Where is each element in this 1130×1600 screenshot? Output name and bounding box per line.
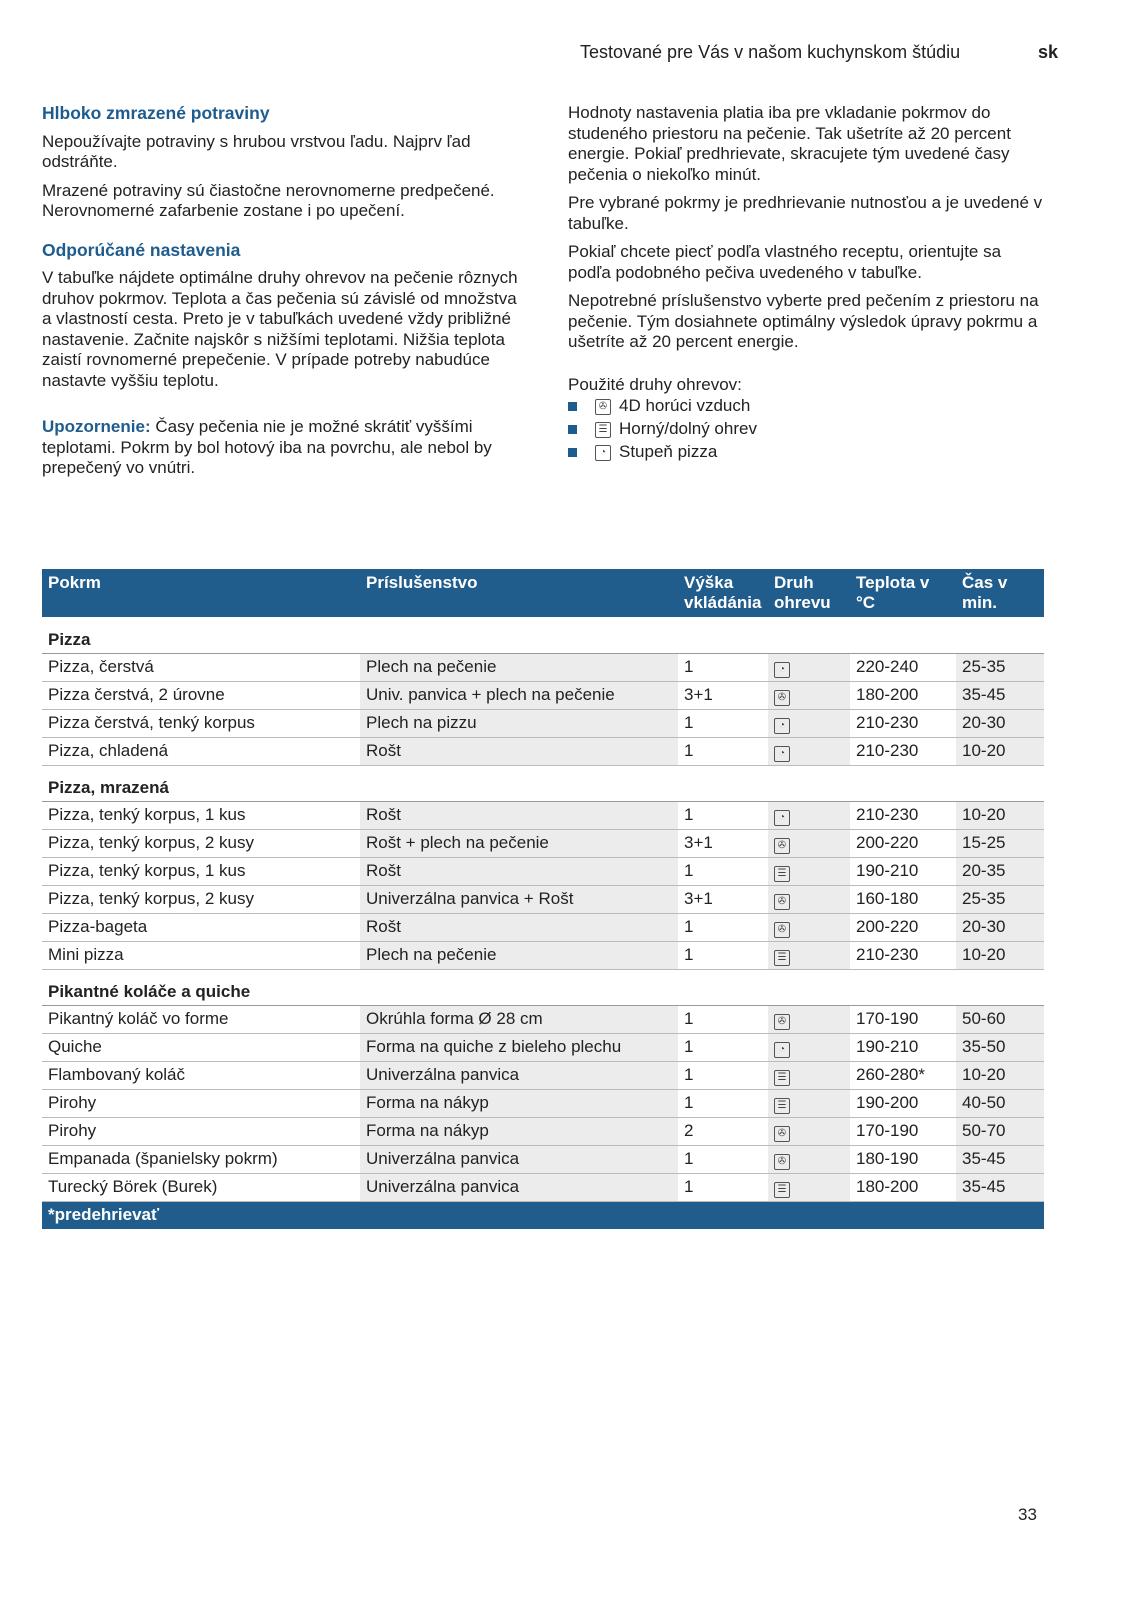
time-cell: 40-50 xyxy=(956,1089,1044,1117)
right-column xyxy=(568,103,1048,464)
dish-cell: Pizza, chladená xyxy=(42,737,360,765)
heating-cell xyxy=(768,941,850,969)
table-row xyxy=(42,913,1044,941)
accessory-cell: Rošt xyxy=(360,801,678,829)
heating-cell xyxy=(768,1061,850,1089)
temperature-cell: 180-200 xyxy=(850,1173,956,1201)
table-row xyxy=(42,1173,1044,1201)
heating-cell xyxy=(768,681,850,709)
time-cell: 20-35 xyxy=(956,857,1044,885)
temperature-cell: 200-220 xyxy=(850,913,956,941)
table-row xyxy=(42,709,1044,737)
warning-note xyxy=(42,417,522,479)
temperature-cell: 160-180 xyxy=(850,885,956,913)
page-number: 33 xyxy=(1018,1505,1037,1524)
level-cell: 1 xyxy=(678,653,768,681)
top-bottom-heat-icon: ☰ xyxy=(774,866,790,882)
temperature-cell: 190-210 xyxy=(850,1033,956,1061)
level-cell: 1 xyxy=(678,857,768,885)
fan-4d-icon: ✇ xyxy=(774,922,790,938)
heating-cell xyxy=(768,885,850,913)
heating-cell xyxy=(768,829,850,857)
dish-cell: Empanada (španielsky pokrm) xyxy=(42,1145,360,1173)
level-cell: 1 xyxy=(678,913,768,941)
table-row xyxy=(42,1005,1044,1033)
time-cell: 10-20 xyxy=(956,1061,1044,1089)
time-cell: 10-20 xyxy=(956,737,1044,765)
baking-table xyxy=(42,569,1044,1229)
time-cell: 35-45 xyxy=(956,1173,1044,1201)
paragraph: Pokiaľ chcete piecť podľa vlastného receptu, orientujte sa podľa podobného pečiva uvedeného v tabuľke. xyxy=(568,242,1002,282)
column-header: Pokrm xyxy=(42,569,360,617)
level-cell: 3+1 xyxy=(678,885,768,913)
section-row xyxy=(42,969,1044,1005)
footnote-row xyxy=(42,1201,1044,1229)
section-title: Pizza xyxy=(42,617,1044,653)
level-cell: 1 xyxy=(678,1033,768,1061)
accessory-cell: Rošt xyxy=(360,737,678,765)
temperature-cell: 190-200 xyxy=(850,1089,956,1117)
heating-cell xyxy=(768,653,850,681)
heating-cell xyxy=(768,857,850,885)
temperature-cell: 190-210 xyxy=(850,857,956,885)
dish-cell: Pizza-bageta xyxy=(42,913,360,941)
pizza-setting-icon: ◔ xyxy=(774,746,790,762)
time-cell: 35-50 xyxy=(956,1033,1044,1061)
heating-cell xyxy=(768,709,850,737)
pizza-setting-icon: ◔ xyxy=(774,718,790,734)
legend-title: Použité druhy ohrevov: xyxy=(568,374,742,394)
legend-item xyxy=(568,441,1048,464)
dish-cell: Pirohy xyxy=(42,1089,360,1117)
pizza-setting-icon: ◔ xyxy=(595,445,611,461)
level-cell: 1 xyxy=(678,737,768,765)
level-cell: 1 xyxy=(678,1173,768,1201)
accessory-cell: Rošt + plech na pečenie xyxy=(360,829,678,857)
level-cell: 1 xyxy=(678,1089,768,1117)
heading-recommended-settings: Odporúčané nastavenia xyxy=(42,239,241,260)
temperature-cell: 220-240 xyxy=(850,653,956,681)
dish-cell: Mini pizza xyxy=(42,941,360,969)
table-row xyxy=(42,1145,1044,1173)
dish-cell: Pizza čerstvá, tenký korpus xyxy=(42,709,360,737)
legend-label: Horný/dolný ohrev xyxy=(619,419,757,439)
paragraph: Pre vybrané pokrmy je predhrievanie nutnosťou a je uvedené v tabuľke. xyxy=(568,193,1043,233)
legend-item xyxy=(568,395,1048,418)
legend-label: Stupeň pizza xyxy=(619,442,718,462)
running-header: Testované pre Vás v našom kuchynskom štúdiu xyxy=(580,42,961,62)
section-row xyxy=(42,617,1044,653)
accessory-cell: Rošt xyxy=(360,913,678,941)
fan-4d-icon: ✇ xyxy=(774,1154,790,1170)
temperature-cell: 180-190 xyxy=(850,1145,956,1173)
level-cell: 1 xyxy=(678,1145,768,1173)
top-bottom-heat-icon: ☰ xyxy=(774,1182,790,1198)
warning-text: Časy pečenia nie je možné skrátiť vyššími teplotami. Pokrm by bol hotový iba na povrchu, ale nebol by prepečený vo vnútri. xyxy=(42,417,492,477)
level-cell: 1 xyxy=(678,941,768,969)
time-cell: 15-25 xyxy=(956,829,1044,857)
accessory-cell: Forma na nákyp xyxy=(360,1089,678,1117)
dish-cell: Pizza, tenký korpus, 2 kusy xyxy=(42,885,360,913)
pizza-setting-icon: ◔ xyxy=(774,810,790,826)
table-header-row xyxy=(42,569,1044,617)
temperature-cell: 260-280* xyxy=(850,1061,956,1089)
section-title: Pikantné koláče a quiche xyxy=(42,969,1044,1005)
fan-4d-icon: ✇ xyxy=(774,1126,790,1142)
language-code: sk xyxy=(1038,42,1059,62)
heating-cell xyxy=(768,737,850,765)
temperature-cell: 210-230 xyxy=(850,801,956,829)
dish-cell: Flambovaný koláč xyxy=(42,1061,360,1089)
level-cell: 3+1 xyxy=(678,681,768,709)
table-row xyxy=(42,1089,1044,1117)
pizza-setting-icon: ◔ xyxy=(774,1042,790,1058)
top-bottom-heat-icon: ☰ xyxy=(774,1098,790,1114)
time-cell: 20-30 xyxy=(956,709,1044,737)
bullet-icon xyxy=(568,425,577,434)
top-bottom-heat-icon: ☰ xyxy=(774,1070,790,1086)
heading-frozen-food: Hlboko zmrazené potraviny xyxy=(42,103,270,123)
time-cell: 25-35 xyxy=(956,885,1044,913)
paragraph: Nepotrebné príslušenstvo vyberte pred pečením z priestoru na pečenie. Tým dosiahnete optimálny výsledok úpravy pokrmu a ušetríte až 20 percent energie. xyxy=(568,291,1039,351)
paragraph: Nepoužívajte potraviny s hrubou vrstvou ľadu. Najprv ľad odstráňte. xyxy=(42,131,471,171)
column-header: Príslušenstvo xyxy=(360,569,678,617)
bullet-icon xyxy=(568,448,577,457)
level-cell: 1 xyxy=(678,1061,768,1089)
fan-4d-icon: ✇ xyxy=(774,1014,790,1030)
accessory-cell: Plech na pečenie xyxy=(360,941,678,969)
heating-legend xyxy=(568,395,1048,464)
heating-cell xyxy=(768,1005,850,1033)
legend-item xyxy=(568,418,1048,441)
dish-cell: Turecký Börek (Burek) xyxy=(42,1173,360,1201)
table-row xyxy=(42,941,1044,969)
column-header: Výška vkládánia xyxy=(678,569,768,617)
accessory-cell: Rošt xyxy=(360,857,678,885)
temperature-cell: 210-230 xyxy=(850,941,956,969)
temperature-cell: 210-230 xyxy=(850,709,956,737)
column-header: Teplota v °C xyxy=(850,569,956,617)
table-row xyxy=(42,653,1044,681)
table-row xyxy=(42,737,1044,765)
table-row xyxy=(42,1117,1044,1145)
dish-cell: Pizza, tenký korpus, 1 kus xyxy=(42,801,360,829)
level-cell: 1 xyxy=(678,709,768,737)
dish-cell: Pizza, tenký korpus, 1 kus xyxy=(42,857,360,885)
fan-4d-icon: ✇ xyxy=(595,399,611,415)
footnote: *predehrievať xyxy=(42,1201,1044,1229)
table-row xyxy=(42,885,1044,913)
heating-cell xyxy=(768,913,850,941)
heating-cell xyxy=(768,1033,850,1061)
warning-label: Upozornenie: xyxy=(42,417,151,436)
column-header: Čas v min. xyxy=(956,569,1044,617)
time-cell: 50-60 xyxy=(956,1005,1044,1033)
temperature-cell: 180-200 xyxy=(850,681,956,709)
accessory-cell: Okrúhla forma Ø 28 cm xyxy=(360,1005,678,1033)
table-row xyxy=(42,801,1044,829)
accessory-cell: Univerzálna panvica + Rošt xyxy=(360,885,678,913)
legend-label: 4D horúci vzduch xyxy=(619,396,751,416)
time-cell: 20-30 xyxy=(956,913,1044,941)
level-cell: 2 xyxy=(678,1117,768,1145)
fan-4d-icon: ✇ xyxy=(774,690,790,706)
table-row xyxy=(42,1033,1044,1061)
level-cell: 1 xyxy=(678,801,768,829)
accessory-cell: Univerzálna panvica xyxy=(360,1173,678,1201)
level-cell: 3+1 xyxy=(678,829,768,857)
accessory-cell: Univerzálna panvica xyxy=(360,1145,678,1173)
paragraph: Mrazené potraviny sú čiastočne nerovnomerne predpečené. Nerovnomerné zafarbenie zostane i po upečení. xyxy=(42,180,495,220)
left-column xyxy=(42,103,522,487)
table-row xyxy=(42,1061,1044,1089)
heating-cell xyxy=(768,801,850,829)
heating-cell xyxy=(768,1117,850,1145)
column-header: Druh ohrevu xyxy=(768,569,850,617)
time-cell: 35-45 xyxy=(956,1145,1044,1173)
dish-cell: Pikantný koláč vo forme xyxy=(42,1005,360,1033)
heating-cell xyxy=(768,1145,850,1173)
temperature-cell: 210-230 xyxy=(850,737,956,765)
temperature-cell: 170-190 xyxy=(850,1117,956,1145)
fan-4d-icon: ✇ xyxy=(774,894,790,910)
table-row xyxy=(42,857,1044,885)
accessory-cell: Plech na pizzu xyxy=(360,709,678,737)
time-cell: 10-20 xyxy=(956,801,1044,829)
accessory-cell: Univ. panvica + plech na pečenie xyxy=(360,681,678,709)
dish-cell: Pizza čerstvá, 2 úrovne xyxy=(42,681,360,709)
accessory-cell: Forma na nákyp xyxy=(360,1117,678,1145)
accessory-cell: Univerzálna panvica xyxy=(360,1061,678,1089)
temperature-cell: 200-220 xyxy=(850,829,956,857)
heating-cell xyxy=(768,1089,850,1117)
paragraph: V tabuľke nájdete optimálne druhy ohrevov na pečenie rôznych druhov pokrmov. Teplota a čas pečenia sú závislé od množstva a vlastností cesta. Preto je v tabuľkách uvedené vždy približné nastavenie. Začnite najskôr s nižšími teplotami. Nižšia teplota zaistí rovnomerné prepečenie. V prípade potreby nabudúce nastavte vyššiu teplotu. xyxy=(42,268,518,390)
time-cell: 25-35 xyxy=(956,653,1044,681)
top-bottom-heat-icon: ☰ xyxy=(774,950,790,966)
heating-cell xyxy=(768,1173,850,1201)
time-cell: 35-45 xyxy=(956,681,1044,709)
time-cell: 10-20 xyxy=(956,941,1044,969)
table-row xyxy=(42,829,1044,857)
bullet-icon xyxy=(568,402,577,411)
table-row xyxy=(42,681,1044,709)
level-cell: 1 xyxy=(678,1005,768,1033)
time-cell: 50-70 xyxy=(956,1117,1044,1145)
top-bottom-heat-icon: ☰ xyxy=(595,422,611,438)
dish-cell: Pirohy xyxy=(42,1117,360,1145)
dish-cell: Quiche xyxy=(42,1033,360,1061)
temperature-cell: 170-190 xyxy=(850,1005,956,1033)
paragraph: Hodnoty nastavenia platia iba pre vkladanie pokrmov do studeného priestoru na pečenie. Tak ušetríte až 20 percent energie. Pokiaľ predhrievate, skracujete tým uvedené časy pečenia o niekoľko minút. xyxy=(568,103,1011,184)
accessory-cell: Forma na quiche z bieleho plechu xyxy=(360,1033,678,1061)
pizza-setting-icon: ◔ xyxy=(774,662,790,678)
fan-4d-icon: ✇ xyxy=(774,838,790,854)
section-row xyxy=(42,765,1044,801)
section-title: Pizza, mrazená xyxy=(42,765,1044,801)
accessory-cell: Plech na pečenie xyxy=(360,653,678,681)
dish-cell: Pizza, čerstvá xyxy=(42,653,360,681)
dish-cell: Pizza, tenký korpus, 2 kusy xyxy=(42,829,360,857)
